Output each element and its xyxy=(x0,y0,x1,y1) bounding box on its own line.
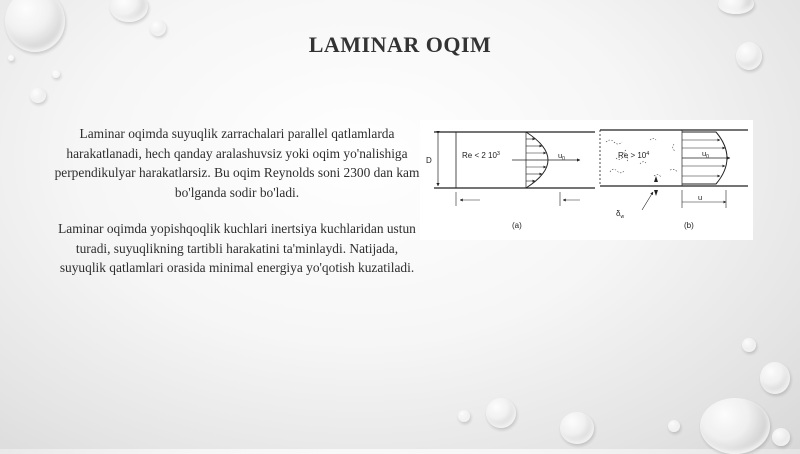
water-drop xyxy=(668,420,680,432)
water-drop xyxy=(772,428,790,446)
turbulent-velocity-label: $u_0$ xyxy=(702,149,709,160)
sublayer-label: $\delta_w$ xyxy=(616,209,625,220)
slide-title: LAMINAR OQIM xyxy=(308,32,492,57)
diameter-label: D xyxy=(426,156,432,165)
water-drop xyxy=(486,398,516,428)
water-drop xyxy=(458,410,470,422)
slide-body xyxy=(52,124,422,295)
water-drop xyxy=(700,398,770,454)
flow-profile-diagram xyxy=(420,120,753,240)
sublayer-pointer xyxy=(642,192,653,210)
laminar-velocity-label: $u_0$ xyxy=(558,151,565,162)
flow-profile-figure xyxy=(420,120,753,240)
paragraph-forces: Laminar oqimda yopishqoqlik kuchlari inertsiya kuchlaridan ustun turadi, suyuqlikning tartibli harakatini ta'minlaydi. Natijada, suyuqlik qatlamlari orasida minimal energiya yo'qotish kuzatiladi. xyxy=(58,221,416,275)
water-drop xyxy=(52,70,60,78)
water-drop xyxy=(30,88,46,103)
caption-b: (b) xyxy=(684,221,694,230)
distance-label: u xyxy=(698,193,703,202)
turbulent-reynolds-label: $Re > 10^4$ xyxy=(618,151,650,160)
water-drop xyxy=(760,362,790,394)
water-drop xyxy=(560,412,594,444)
laminar-panel xyxy=(426,132,595,230)
caption-a: (a) xyxy=(512,221,522,230)
water-drop xyxy=(110,0,148,22)
turbulent-panel xyxy=(600,130,748,230)
water-drop xyxy=(718,0,754,14)
laminar-reynolds-label: Re < 2 $10^3$ xyxy=(462,151,500,160)
paragraph-definition: Laminar oqimda suyuqlik zarrachalari parallel qatlamlarda harakatlanadi, hech qanday aralashuvsiz yoki oqim yo'nalishiga perpendikulyar harakatlarsiz. Bu oqim Reynolds soni 2300 dan kam bo'lganda sodir bo'ladi. xyxy=(54,126,420,200)
water-drop xyxy=(742,338,756,352)
